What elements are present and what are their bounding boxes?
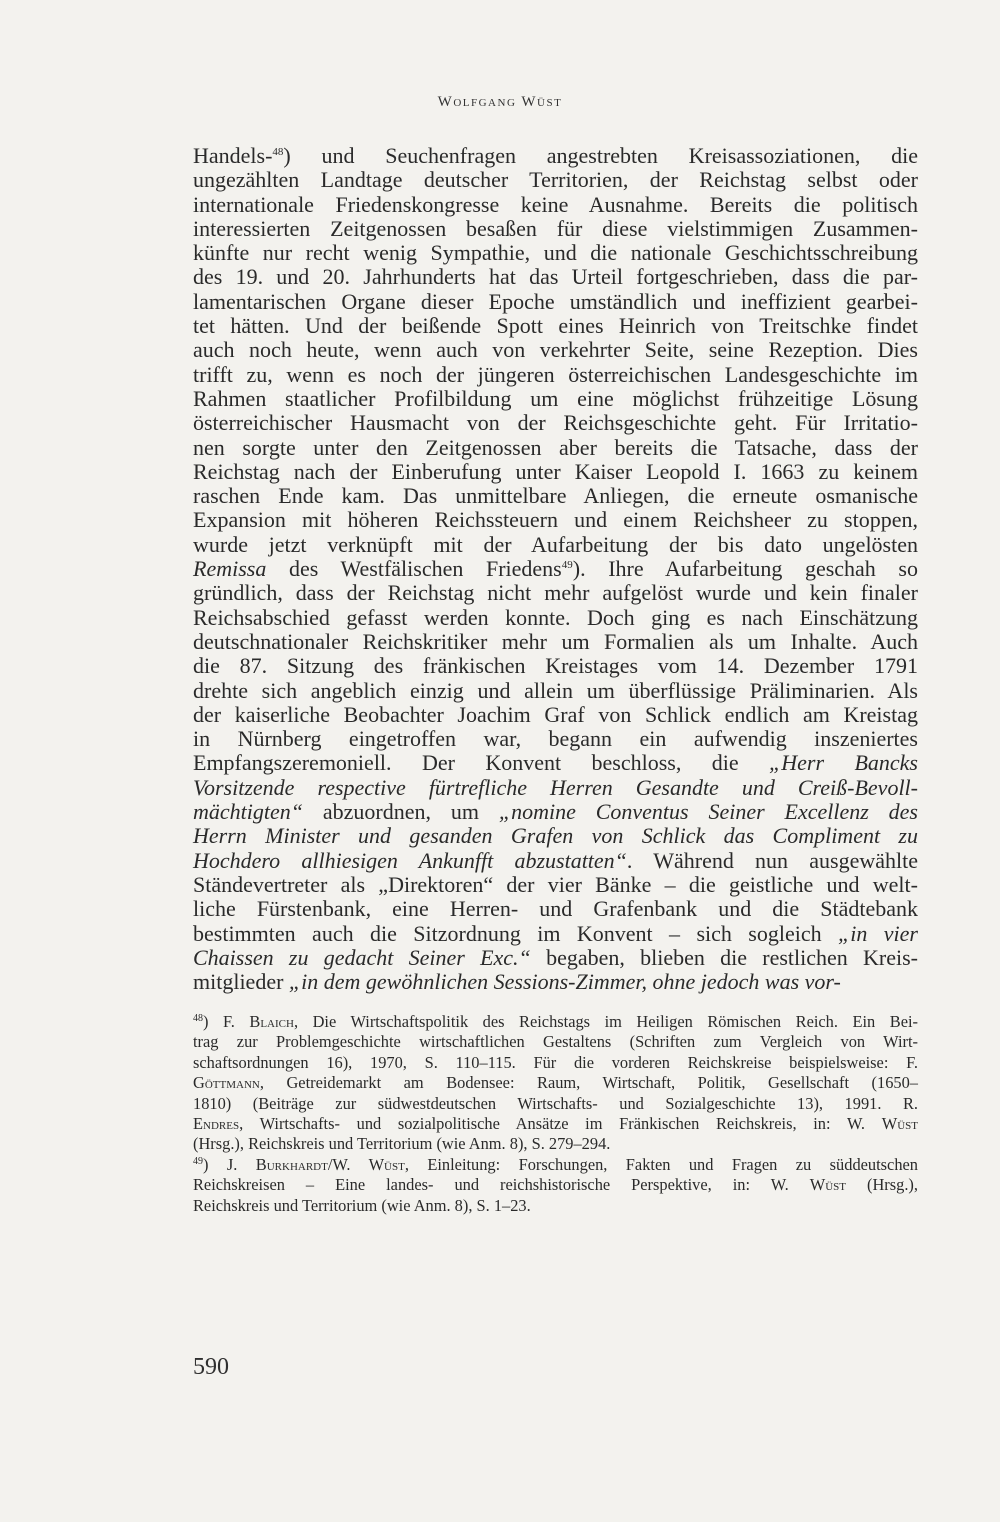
author-name: Wüst [809, 1175, 847, 1195]
text-line: Hochdero allhiesigen Ankunfft abzustatten“. Während nun ausgewählte [193, 847, 918, 873]
text-line: interessierten Zeitgenossen besaßen für diese vielstimmigen Zusammen- [193, 215, 918, 241]
footnote-line: $^{49}$) J. Burkhardt/W. Wüst, Einleitung: Forschungen, Fakten und Fragen zu süddeutschen [193, 1154, 918, 1174]
running-header: Wolfgang Wüst [437, 94, 563, 110]
italic-quote: „Herr Bancks [769, 750, 918, 776]
footnote-line: $^{48}$) F. Blaich, Die Wirtschaftspolitik des Reichstags im Heiligen Römischen Reich. Ein Bei- [193, 1012, 918, 1031]
text-line: Remissa des Westfälischen Friedens$^{49}$). Ihre Aufarbeitung geschah so [193, 556, 918, 582]
italic-quote: Remissa [193, 556, 267, 582]
text-line: raschen Ende kam. Das unmittelbare Anliegen, die erneute osmanische [193, 483, 918, 509]
footnote-reference[interactable]: 48 [272, 146, 284, 158]
footnote-reference[interactable]: 49 [561, 559, 573, 572]
italic-quote: mächtigten“ [193, 799, 303, 825]
text-line: Expansion mit höheren Reichssteuern und einem Reichsheer zu stoppen, [193, 507, 918, 533]
text-line: gründlich, dass der Reichstag nicht mehr aufgelöst wurde und kein finaler [193, 580, 918, 606]
text-line: der kaiserliche Beobachter Joachim Graf von Schlick endlich am Kreistag [193, 701, 918, 727]
footnote-line: Reichskreisen – Eine landes- und reichshistorische Perspektive, in: W. Wüst (Hrsg.), [193, 1175, 918, 1195]
text-line [193, 776, 918, 800]
footnote-line: Endres, Wirtschafts- und sozialpolitische Ansätze im Fränkischen Reichskreis, in: W. Wüst [193, 1114, 918, 1134]
text-line: auch noch heute, wenn auch von verkehrter Seite, seine Rezeption. Dies [193, 337, 918, 363]
text-line: Ständevertreter als „Direktoren“ der vier Bänke – die geistliche und welt- [193, 871, 918, 897]
text-line: österreichischer Hausmacht von der Reichsgeschichte geht. Für Irritatio- [193, 410, 918, 436]
footnote-line: Göttmann, Getreidemarkt am Bodensee: Raum, Wirtschaft, Politik, Gesellschaft (1650– [193, 1073, 918, 1093]
footnote-line: 1810) (Beiträge zur südwestdeutschen Wirtschafts- und Sozialgeschichte 13), 1991. R. [193, 1093, 918, 1113]
text-line: tet hätten. Und der beißende Spott eines Heinrich von Treitschke findet [193, 313, 918, 339]
italic-quote: Hochdero allhiesigen Ankunfft abzustatten“ [193, 847, 627, 873]
text-line: in Nürnberg eingetroffen war, begann ein aufwendig inszeniertes [193, 726, 918, 752]
text-line: mitglieder „in dem gewöhnlichen Sessions-Zimmer, ohne jedoch was vor- [193, 969, 841, 995]
author-name: Göttmann [193, 1073, 260, 1093]
text-line: künfte nur recht wenig Sympathie, und die nationale Geschichtsschreibung [193, 240, 918, 266]
italic-quote: Chaissen zu gedacht Seiner Exc.“ [193, 944, 531, 970]
footnote [193, 1155, 918, 1216]
author-name: Endres [193, 1114, 240, 1134]
italic-quote: „in vier [838, 920, 918, 946]
text-line: bestimmten auch die Sitzordnung im Konvent – sich sogleich „in vier [193, 920, 918, 946]
text-line: ungezählten Landtage deutscher Territorien, der Reichstag selbst oder [193, 167, 918, 193]
text-line: des 19. und 20. Jahrhunderts hat das Urteil fortgeschrieben, dass die par- [193, 264, 918, 290]
footnote-line: trag zur Problemgeschichte wirtschaftlichen Gestaltens (Schriften zum Vergleich von Wirt- [193, 1032, 918, 1052]
footnote [193, 1012, 918, 1155]
author-name: Wüst [881, 1114, 918, 1134]
author-name: Burkhardt/W. Wüst [255, 1154, 405, 1174]
italic-quote: Herrn Minister und gesanden Grafen von Schlick das Compliment zu [193, 823, 918, 849]
text-line: internationale Friedenskongresse keine Ausnahme. Bereits die politisch [193, 191, 918, 217]
text-line: die 87. Sitzung des fränkischen Kreistages vom 14. Dezember 1791 [193, 653, 918, 679]
author-name: Blaich [249, 1012, 294, 1031]
text-line: Reichsabschied gefasst werden konnte. Doch ging es nach Einschätzung [193, 604, 918, 630]
text-line: lamentarischen Organe dieser Epoche umständlich und ineffizient gearbei- [193, 288, 918, 314]
footnote-line: (Hrsg.), Reichskreis und Territorium (wie Anm. 8), S. 279–294. [193, 1134, 611, 1154]
footnotes [193, 1012, 918, 1216]
page-number: 590 [193, 1354, 229, 1380]
body-paragraph [193, 144, 918, 994]
text-line: Reichstag nach der Einberufung unter Kaiser Leopold I. 1663 zu keinem [193, 458, 918, 484]
footnote-line: schaftsordnungen 16), 1970, S. 110–115. Für die vorderen Reichskreise beispielsweise: F. [193, 1052, 918, 1072]
text-line [193, 824, 918, 848]
text-line: Chaissen zu gedacht Seiner Exc.“ begaben, blieben die restlichen Kreis- [193, 944, 919, 970]
text-line: wurde jetzt verknüpft mit der Aufarbeitung der bis dato ungelösten [193, 531, 918, 557]
footnote-reference[interactable]: 48 [193, 1013, 203, 1024]
text-line: mächtigten“ abzuordnen, um „nomine Conventus Seiner Excellenz des [193, 799, 918, 825]
italic-quote: „nomine Conventus Seiner Excellenz des [498, 799, 918, 825]
text-line: drehte sich angeblich einzig und allein um überflüssige Präliminarien. Als [193, 677, 918, 703]
text-line: trifft zu, wenn es noch der jüngeren österreichischen Landesgeschichte im [193, 361, 918, 387]
text-line: liche Fürstenbank, eine Herren- und Grafenbank und die Städtebank [193, 896, 918, 922]
text-line: Empfangszeremoniell. Der Konvent beschloss, die „Herr Bancks [193, 750, 918, 776]
main-text [193, 144, 918, 994]
text-line: Rahmen staatlicher Profilbildung um eine möglichst frühzeitige Lösung [193, 385, 918, 411]
text-line: Handels-$^{48}$) und Seuchenfragen angestrebten Kreisassoziationen, die [193, 143, 918, 168]
italic-quote: „in dem gewöhnlichen Sessions-Zimmer, ohne jedoch was vor- [288, 969, 841, 995]
footnote-reference[interactable]: 49 [193, 1155, 203, 1167]
italic-quote: Vorsitzende respective fürtrefliche Herren Gesandte und Creiß-Bevoll- [193, 774, 918, 800]
text-line: deutschnationaler Reichskritiker mehr um Formalien als um Inhalte. Auch [193, 628, 918, 654]
text-line: nen sorgte unter den Zeitgenossen aber bereits die Tatsache, dass der [193, 434, 918, 460]
footnote-line: Reichskreis und Territorium (wie Anm. 8), S. 1–23. [193, 1195, 531, 1215]
